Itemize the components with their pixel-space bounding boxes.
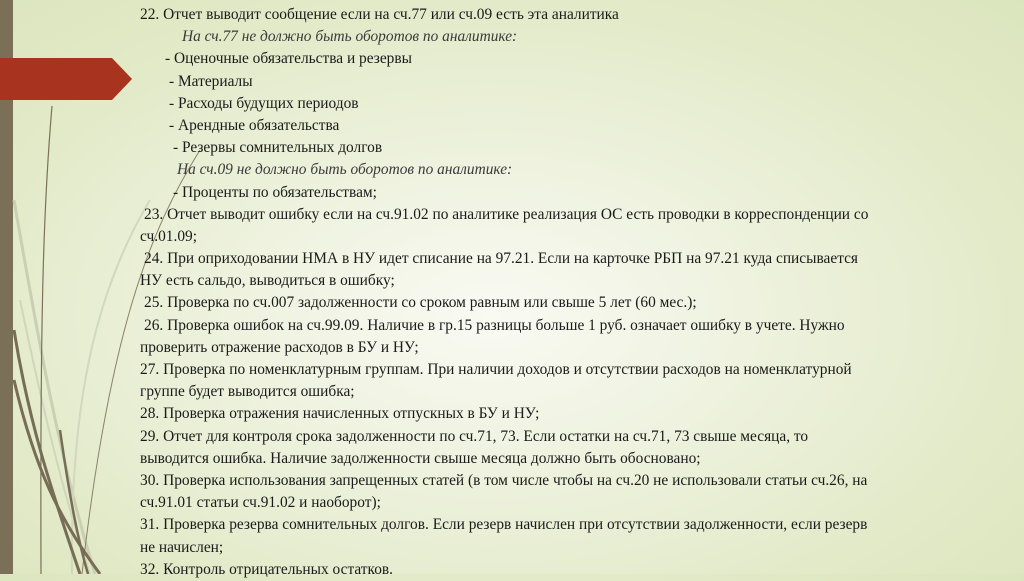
left-accent-bar <box>0 0 13 574</box>
item-29-cont: выводится ошибка. Наличие задолженности свыше месяца должно быть обосновано; <box>140 449 701 467</box>
item-23: 23. Отчет выводит ошибку если на сч.91.02 по аналитике реализация ОС есть проводки в корреспонденции со <box>144 205 869 223</box>
slide-content <box>140 4 970 581</box>
item-24: 24. При оприходовании НМА в НУ идет списание на 97.21. Если на карточке РБП на 97.21 куда списывается <box>144 250 859 268</box>
arrow-icon <box>0 58 132 100</box>
item-28: 28. Проверка отражения начисленных отпускных в БУ и НУ; <box>140 405 540 423</box>
item-27: 27. Проверка по номенклатурным группам. При наличии доходов и отсутствии расходов на номенклатурной <box>140 361 852 378</box>
item-25: 25. Проверка по сч.007 задолженности со сроком равным или свыше 5 лет (60 мес.); <box>144 294 697 312</box>
item-22-subheading-77: На сч.77 не должно быть оборотов по аналитике: <box>182 28 518 46</box>
list-77-item: - Арендные обязательства <box>169 116 340 134</box>
item-29: 29. Отчет для контроля срока задолженности по сч.71, 73. Если остатки на сч.71, 73 свыше месяца, то <box>140 427 809 445</box>
list-09-item: - Проценты по обязательствам; <box>173 183 377 201</box>
item-30-cont: сч.91.01 статьи сч.91.02 и наоборот); <box>140 494 381 512</box>
list-77-item: - Оценочные обязательства и резервы <box>165 50 412 68</box>
item-26-cont: проверить отражение расходов в БУ и НУ; <box>140 338 419 356</box>
item-27-cont: группе будет выводится ошибка; <box>140 383 355 401</box>
item-32: 32. Контроль отрицательных остатков. <box>140 560 394 578</box>
item-24-cont: НУ есть сальдо, выводиться в ошибку; <box>140 272 395 290</box>
list-77-item: - Материалы <box>169 72 253 90</box>
item-31-cont: не начислен; <box>140 538 224 556</box>
item-22-heading: 22. Отчет выводит сообщение если на сч.77 или сч.09 есть эта аналитика <box>140 6 619 23</box>
item-23-cont: сч.01.09; <box>140 227 198 245</box>
list-77-item: - Расходы будущих периодов <box>169 94 359 112</box>
item-30: 30. Проверка использования запрещенных статей (в том числе чтобы на сч.20 не использовали статьи сч.26, на <box>140 471 868 489</box>
list-77-item: - Резервы сомнительных долгов <box>173 139 383 157</box>
item-26: 26. Проверка ошибок на сч.99.09. Наличие в гр.15 разницы больше 1 руб. означает ошибку в учете. Нужно <box>144 316 845 334</box>
item-22-subheading-09: На сч.09 не должно быть оборотов по аналитике: <box>177 161 513 179</box>
item-31: 31. Проверка резерва сомнительных долгов. Если резерв начислен при отсутствии задолженности, если резерв <box>140 516 868 534</box>
